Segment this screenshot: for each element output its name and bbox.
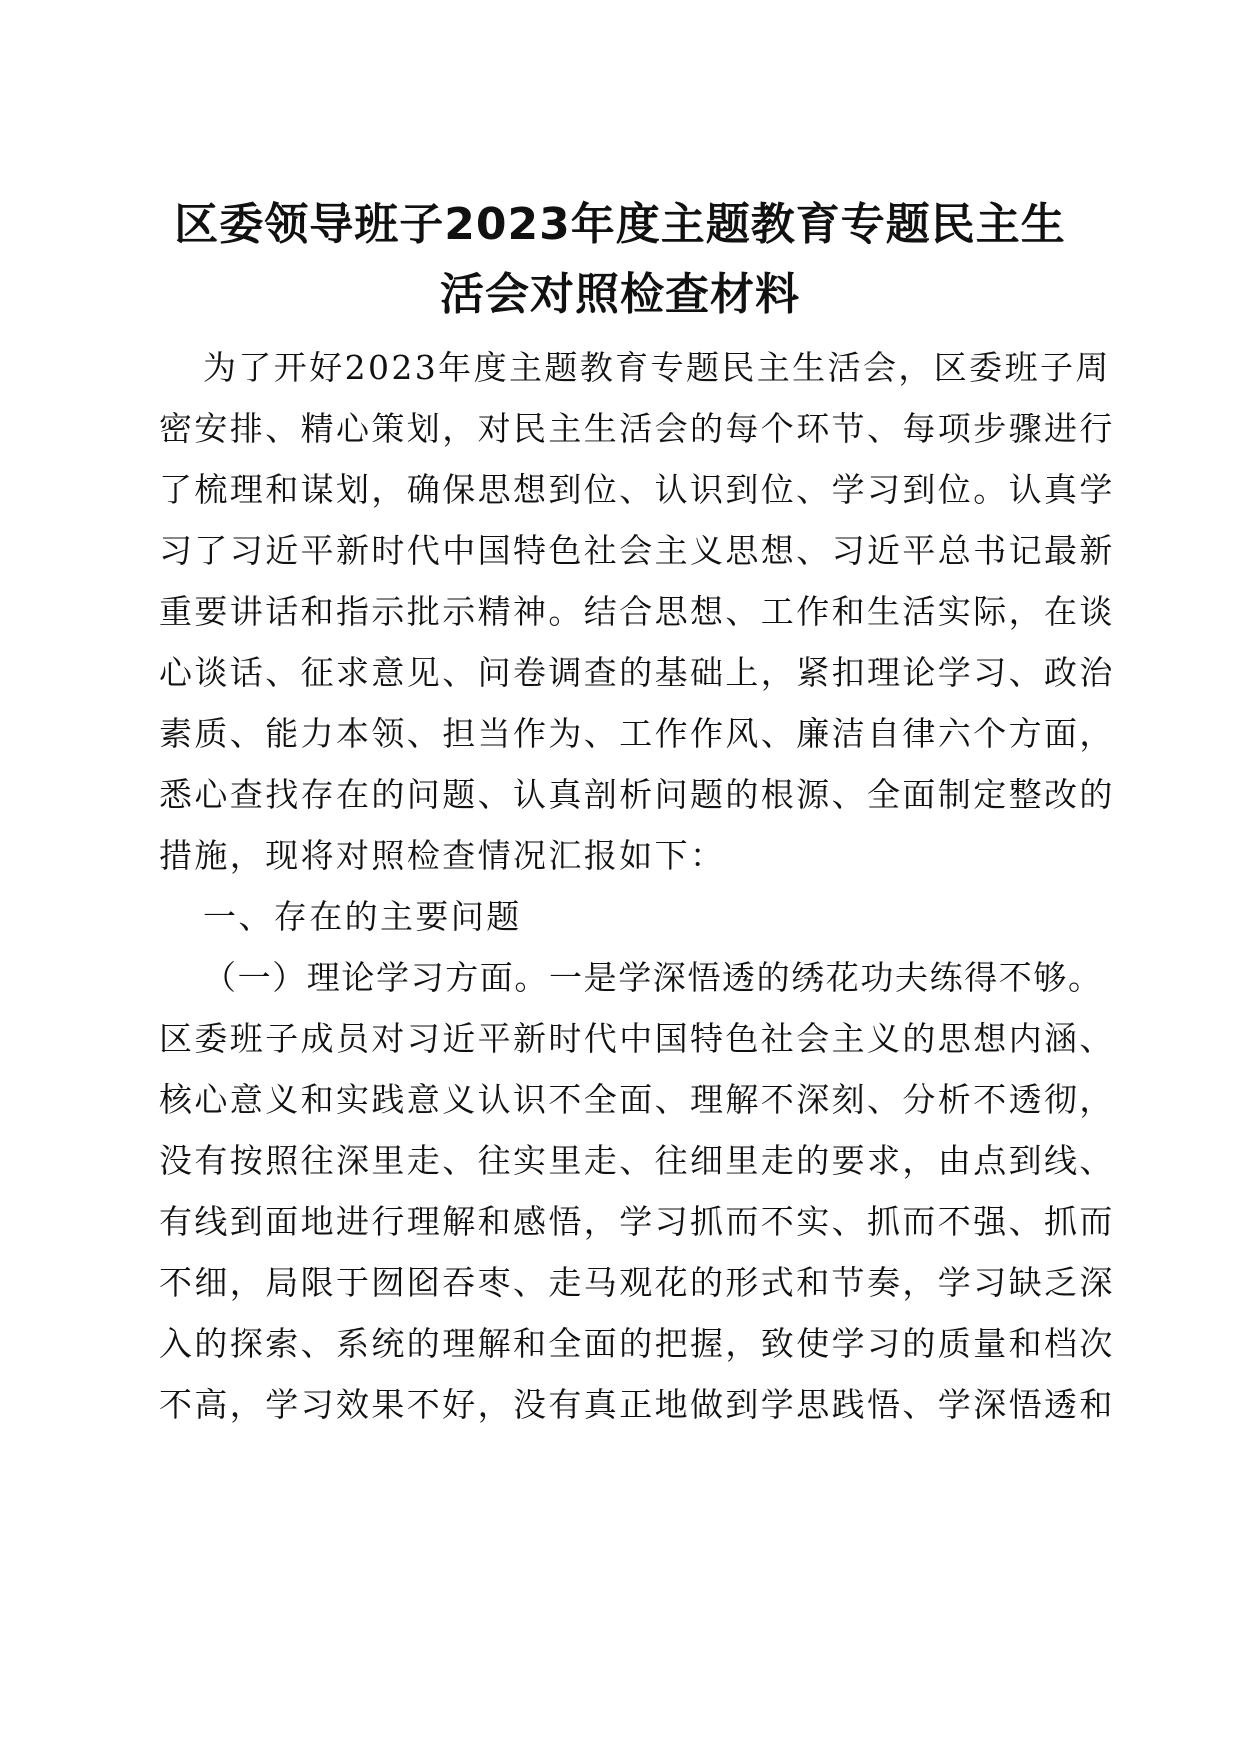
body-line: 不高，学习效果不好，没有真正地做到学思践悟、学深悟透和	[159, 1385, 1115, 1424]
body-line: 没有按照往深里走、往实里走、往细里走的要求，由点到线、	[159, 1141, 1115, 1180]
intro-line: 了梳理和谋划，确保思想到位、认识到位、学习到位。认真学	[159, 470, 1115, 509]
intro-line: 素质、能力本领、担当作为、工作作风、廉洁自律六个方面，	[159, 714, 1115, 753]
body-line: （一）理论学习方面。一是学深悟透的绣花功夫练得不够。	[203, 958, 1103, 997]
intro-line: 重要讲话和指示批示精神。结合思想、工作和生活实际，在谈	[159, 592, 1115, 631]
intro-line: 心谈话、征求意见、问卷调查的基础上，紧扣理论学习、政治	[159, 653, 1115, 692]
body-line: 核心意义和实践意义认识不全面、理解不深刻、分析不透彻，	[159, 1080, 1115, 1119]
intro-line: 悉心查找存在的问题、认真剖析问题的根源、全面制定整改的	[159, 775, 1115, 814]
body-line: 入的探索、系统的理解和全面的把握，致使学习的质量和档次	[159, 1324, 1115, 1363]
document-title-line-1: 区委领导班子2023年度主题教育专题民主生	[174, 199, 1066, 250]
body-line: 有线到面地进行理解和感悟，学习抓而不实、抓而不强、抓而	[159, 1202, 1115, 1241]
body-line: 不细，局限于囫囵吞枣、走马观花的形式和节奏，学习缺乏深	[159, 1263, 1115, 1302]
body-line: 区委班子成员对习近平新时代中国特色社会主义的思想内涵、	[159, 1019, 1115, 1058]
intro-line: 为了开好2023年度主题教育专题民主生活会，区委班子周	[203, 348, 1111, 387]
document-title-line-2: 活会对照检查材料	[440, 269, 800, 320]
section-heading: 一、存在的主要问题	[203, 897, 522, 936]
intro-line: 密安排、精心策划，对民主生活会的每个环节、每项步骤进行	[159, 409, 1115, 448]
intro-line: 措施，现将对照检查情况汇报如下：	[159, 836, 726, 875]
intro-line: 习了习近平新时代中国特色社会主义思想、习近平总书记最新	[159, 531, 1115, 570]
